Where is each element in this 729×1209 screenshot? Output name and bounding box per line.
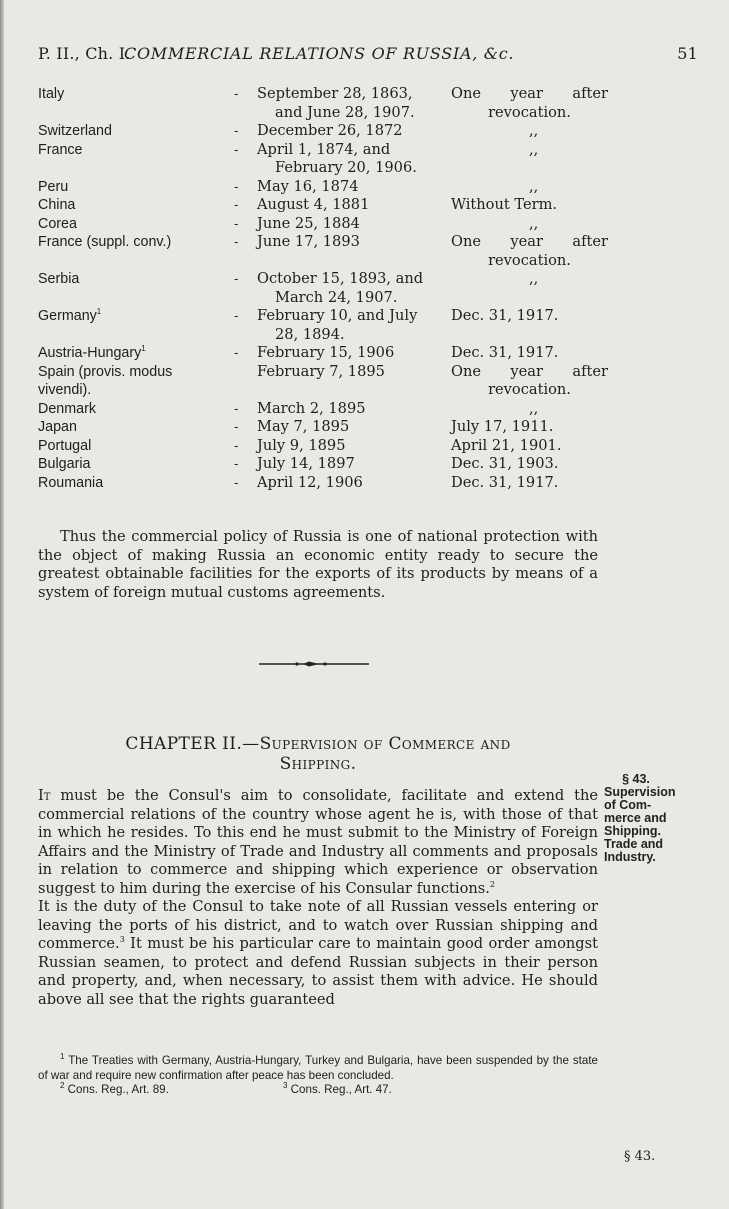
treaty-table [38,85,608,492]
country-name: France [38,141,83,158]
country-name-continued: vivendi). [38,382,92,398]
treaty-country [38,122,112,141]
footnote-2-text: Cons. Reg., Art. 89. [64,1083,169,1097]
treaty-row [38,215,608,234]
treaty-date [257,85,462,122]
treaty-row [38,196,608,215]
date-line: May 7, 1895 [257,418,350,435]
duration-line: revocation. [488,381,571,398]
treaty-country [38,400,96,419]
treaty-duration [451,233,608,270]
body-paragraph-1-text: must be the Consul's aim to consolidate, facilitate and extend the commercial relations of the country whose agent he is, with those of that in which he resides. To this end he must submit to the Ministry of Foreign Affairs and the Ministry of Trade and Industry all comments and proposals in relation to commerce and shipping which experience or observation suggest to him during the exercise of his Consular functions. [38,787,598,897]
treaty-date [257,437,462,456]
margin-line: Trade and [604,837,664,851]
header-part-chapter: P. II., Ch. I. [38,44,131,63]
treaty-country [38,85,64,104]
date-line: June 17, 1893 [257,233,360,250]
date-line: August 4, 1881 [257,196,370,213]
treaty-duration [451,455,608,474]
date-line: February 20, 1906. [275,159,417,176]
leader-dash: - [234,178,239,194]
duration-line: ,, [529,270,539,287]
treaty-row [38,363,608,400]
footnote-3-mark: 3 [283,1081,288,1091]
treaty-duration [451,215,608,234]
chapter-number: CHAPTER II. [125,734,243,754]
treaty-row [38,178,608,197]
duration-line: revocation. [488,103,571,121]
chapter-title-line2: Shipping. [279,754,357,774]
treaty-country [38,437,91,456]
footnote-ref-2: 2 [489,879,495,889]
treaty-row [38,437,608,456]
body-text [38,787,598,1009]
duration-line: ,, [529,140,539,158]
treaty-duration [451,270,608,289]
footnote-2-mark: 2 [60,1081,65,1091]
leader-dash: - [234,141,239,157]
country-footnote-ref: 1 [141,344,146,354]
treaty-row [38,474,608,493]
summary-paragraph [38,528,598,602]
treaty-date [257,307,462,344]
treaty-row [38,233,608,270]
date-line: July 9, 1895 [257,436,346,454]
leader-dash: - [234,234,239,249]
duration-line: July 17, 1911. [451,418,554,435]
leader-dash: - [234,123,239,138]
leader-dash: - [234,419,239,434]
margin-line: of Com- [604,798,652,812]
duration-line: April 21, 1901. [451,436,562,454]
treaty-row [38,307,608,344]
treaty-date [257,344,462,363]
country-name: Serbia [38,271,80,287]
duration-line: ,, [529,214,539,232]
footnote-ref-3: 3 [119,935,125,945]
country-name: Bulgaria [38,456,91,472]
footnote-2 [60,1083,169,1098]
date-line: July 14, 1897 [257,455,355,472]
footnote-1 [38,1054,598,1083]
treaty-duration [451,474,608,493]
date-line: February 10, and July [257,307,418,324]
footnotes [38,1054,598,1098]
date-line: March 2, 1895 [257,399,366,417]
treaty-duration [451,400,608,419]
treaty-country [38,363,172,400]
drop-word: It [38,787,51,804]
duration-line: Dec. 31, 1903. [451,455,559,472]
treaty-date [257,215,462,234]
country-name: Austria-Hungary [38,345,142,361]
date-line: 28, 1894. [275,325,345,343]
margin-line: merce and [604,811,667,825]
treaty-duration [451,178,608,197]
bottom-section-mark: § 43. [624,1149,656,1164]
country-name: China [38,197,76,213]
country-name: Peru [38,178,69,195]
treaty-date [257,196,462,215]
date-line: December 26, 1872 [257,122,403,139]
treaty-row [38,455,608,474]
country-footnote-ref: 1 [96,307,102,317]
treaty-row [38,270,608,307]
date-line: September 28, 1863, [257,85,413,102]
treaty-duration [451,196,608,215]
duration-line: ,, [529,399,539,417]
treaty-country [38,270,79,289]
chapter-title-line1: Supervision of Commerce and [259,734,511,754]
date-line: and June 28, 1907. [275,103,415,121]
treaty-duration [451,418,608,437]
leader-dash: - [234,86,239,101]
treaty-date [257,363,462,382]
footnote-1-mark: 1 [60,1052,65,1062]
date-line: February 7, 1895 [257,362,385,380]
treaty-duration [451,122,608,141]
duration-line: Without Term. [451,196,558,213]
body-paragraph-2-text-a: It is the duty of the Consul to take note of all Russian vessels entering or leaving the ports of his district, and to watch over Russian shipping and commerce. [38,898,598,952]
leader-dash: - [234,437,239,453]
leader-dash: - [234,400,239,416]
country-name: Spain (provis. modus [38,363,173,380]
treaty-duration [451,141,608,160]
leader-dash: - [234,271,239,286]
country-name: Portugal [38,437,92,454]
country-name: France (suppl. conv.) [38,234,172,250]
treaty-country [38,196,75,215]
footnote-2-3 [38,1083,598,1098]
treaty-country [38,178,68,197]
treaty-country [38,141,83,160]
duration-line: Dec. 31, 1917. [451,344,559,361]
footnote-3 [283,1083,392,1098]
section-divider-ornament [259,660,369,668]
duration-line: ,, [529,177,539,195]
leader-dash: - [234,197,239,212]
duration-line: One year after [451,233,608,250]
date-line: May 16, 1874 [257,177,359,195]
date-line: February 15, 1906 [257,344,395,361]
margin-section-number: § 43. [622,772,650,786]
treaty-duration [451,307,608,326]
leader-dash: - [234,215,239,231]
treaty-row [38,141,608,178]
margin-line: Industry. [604,850,656,864]
treaty-date [257,233,462,252]
date-line: April 1, 1874, and [257,140,391,158]
body-paragraph-2 [38,898,598,1009]
leader-dash: - [234,345,239,360]
footnote-1-text: The Treaties with Germany, Austria-Hungary, Turkey and Bulgaria, have been suspended by the state of war and require new confirmation after peace has been concluded. [38,1054,598,1082]
country-name: Italy [38,86,65,102]
treaty-duration [451,344,608,363]
treaty-date [257,141,462,178]
treaty-country [38,418,77,437]
treaty-date [257,122,462,141]
chapter-dash: — [242,734,260,754]
body-paragraph-2-text-b: It must be his particular care to maintain good order amongst Russian seamen, to protect and defend Russian subjects in their person and property, and, when necessary, to assist them with advice. He should above all see that the rights guaranteed [38,935,598,1008]
body-paragraph-1 [38,787,598,898]
duration-line: One year after [451,85,608,102]
margin-note [604,773,704,864]
treaty-row [38,85,608,122]
date-line: October 15, 1893, and [257,270,424,287]
treaty-duration [451,363,608,400]
treaty-duration [451,85,608,122]
duration-line: ,, [529,122,539,139]
running-header [38,44,698,70]
treaty-row [38,400,608,419]
date-line: March 24, 1907. [275,288,398,306]
treaty-date [257,178,462,197]
treaty-country [38,307,101,326]
duration-line: revocation. [488,251,571,269]
country-name: Switzerland [38,123,112,139]
margin-line: Supervision [604,785,676,799]
margin-line: Shipping. [604,824,661,838]
treaty-date [257,455,462,474]
leader-dash: - [234,308,239,323]
country-name: Denmark [38,400,96,417]
header-title: COMMERCIAL RELATIONS OF RUSSIA, &c. [124,44,515,63]
leader-dash: - [234,474,239,490]
treaty-country [38,344,146,363]
treaty-date [257,400,462,419]
country-name: Corea [38,215,77,232]
treaty-date [257,474,462,493]
treaty-country [38,215,77,234]
country-name: Germany [38,308,97,324]
treaty-date [257,418,462,437]
footnote-3-text: Cons. Reg., Art. 47. [287,1083,392,1097]
treaty-row [38,418,608,437]
treaty-row [38,344,608,363]
treaty-date [257,270,462,307]
summary-text: Thus the commercial policy of Russia is one of national protection with the object of making Russia an economic entity ready to secure the greatest obtainable facilities for the exports of its products by means of a system of foreign mutual customs agreements. [38,528,598,601]
treaty-country [38,233,171,252]
chapter-heading [38,734,598,774]
duration-line: Dec. 31, 1917. [451,307,559,324]
leader-dash: - [234,456,239,471]
treaty-country [38,455,90,474]
duration-line: One year after [451,362,608,380]
date-line: June 25, 1884 [257,214,360,232]
date-line: April 12, 1906 [257,473,363,491]
page-number: 51 [677,44,698,63]
page-edge-shadow [0,0,4,1209]
treaty-country [38,474,103,493]
treaty-duration [451,437,608,456]
duration-line: Dec. 31, 1917. [451,473,559,491]
country-name: Roumania [38,474,104,491]
treaty-row [38,122,608,141]
country-name: Japan [38,419,77,435]
